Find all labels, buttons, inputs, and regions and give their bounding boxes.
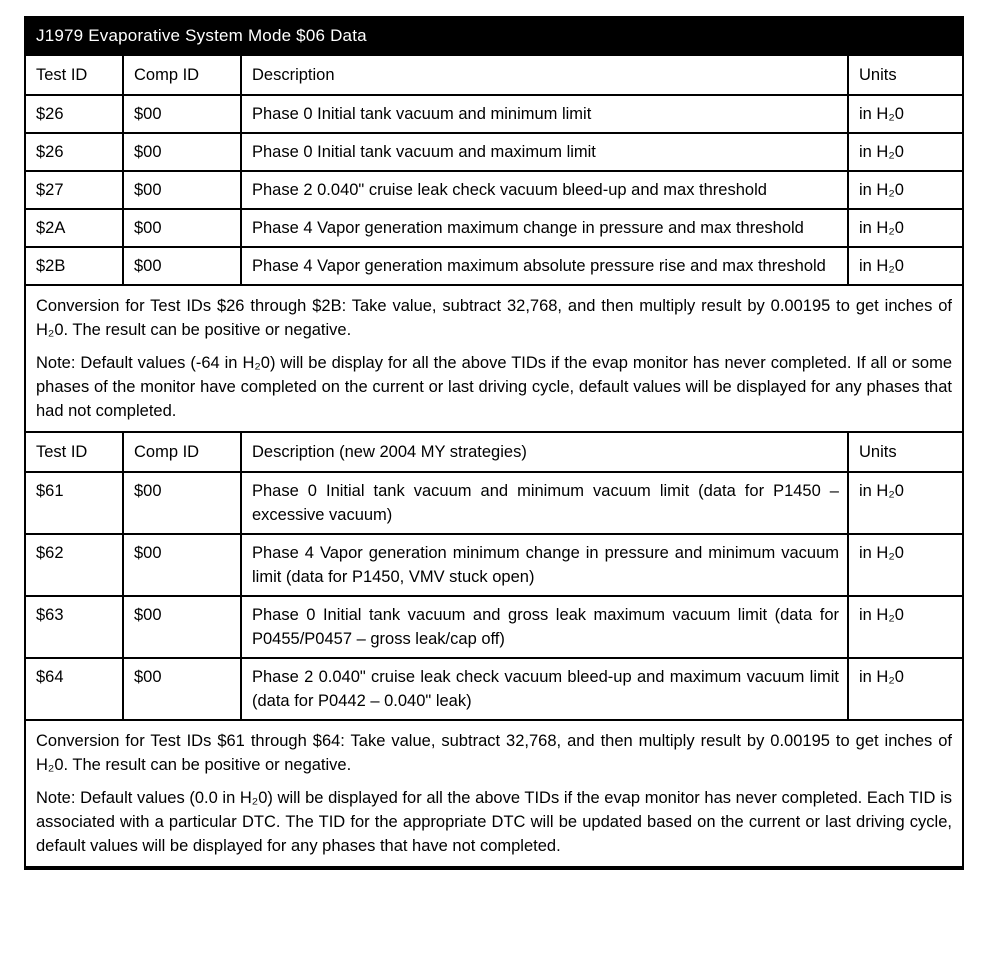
header-description: Description [241,55,848,95]
table1-header-row [26,55,962,95]
cell-description: Phase 0 Initial tank vacuum and minimum limit [241,95,848,133]
table-row [26,133,962,171]
cell-units: in H₂0 [848,95,962,133]
header-test-id: Test ID [26,55,123,95]
cell-units: in H₂0 [848,658,962,720]
cell-comp-id: $00 [123,209,241,247]
table-row [26,171,962,209]
table-row [26,209,962,247]
cell-comp-id: $00 [123,247,241,285]
conversion-note: Conversion for Test IDs $26 through $2B: Take value, subtract 32,768, and then multiply result by 0.00195 to get inches of H₂0. The result can be positive or negative. [36,297,952,339]
cell-description: Phase 4 Vapor generation maximum change in pressure and max threshold [241,209,848,247]
default-values-note: Note: Default values (0.0 in H₂0) will be displayed for all the above TIDs if the evap monitor has never completed. Each TID is associated with a particular DTC. The TID for the appropriate DTC will be updated based on the current or last driving cycle, default values will be displayed for any phases that have not completed. [36,789,952,855]
cell-test-id: $2A [26,209,123,247]
cell-comp-id: $00 [123,133,241,171]
table2-header-row [26,432,962,472]
cell-test-id: $26 [26,95,123,133]
cell-description: Phase 2 0.040" cruise leak check vacuum bleed-up and maximum vacuum limit (data for P0442 – 0.040" leak) [241,658,848,720]
table2-notes-cell [26,720,962,867]
evap-data-table [26,54,962,868]
table-row [26,596,962,658]
cell-test-id: $62 [26,534,123,596]
cell-units: in H₂0 [848,472,962,534]
cell-comp-id: $00 [123,534,241,596]
conversion-note: Conversion for Test IDs $61 through $64: Take value, subtract 32,768, and then multiply result by 0.00195 to get inches of H₂0. The result can be positive or negative. [36,732,952,774]
table-row [26,247,962,285]
cell-units: in H₂0 [848,534,962,596]
cell-description: Phase 2 0.040" cruise leak check vacuum bleed-up and max threshold [241,171,848,209]
cell-test-id: $64 [26,658,123,720]
cell-description: Phase 0 Initial tank vacuum and maximum limit [241,133,848,171]
default-values-note: Note: Default values (-64 in H₂0) will be display for all the above TIDs if the evap monitor has never completed. If all or some phases of the monitor have completed on the current or last driving cycle, default values will be displayed for any phases that had not completed. [36,354,952,420]
cell-comp-id: $00 [123,171,241,209]
header-units: Units [848,55,962,95]
cell-test-id: $63 [26,596,123,658]
header-comp-id: Comp ID [123,432,241,472]
header-comp-id: Comp ID [123,55,241,95]
cell-comp-id: $00 [123,472,241,534]
cell-units: in H₂0 [848,133,962,171]
cell-description: Phase 0 Initial tank vacuum and gross leak maximum vacuum limit (data for P0455/P0457 – gross leak/cap off) [241,596,848,658]
document-title: J1979 Evaporative System Mode $06 Data [26,18,962,54]
table-row [26,658,962,720]
table-row [26,472,962,534]
cell-description: Phase 4 Vapor generation maximum absolute pressure rise and max threshold [241,247,848,285]
cell-units: in H₂0 [848,209,962,247]
cell-test-id: $2B [26,247,123,285]
cell-description: Phase 4 Vapor generation minimum change in pressure and minimum vacuum limit (data for P1450, VMV stuck open) [241,534,848,596]
cell-units: in H₂0 [848,247,962,285]
cell-units: in H₂0 [848,596,962,658]
cell-comp-id: $00 [123,596,241,658]
header-units: Units [848,432,962,472]
header-description: Description (new 2004 MY strategies) [241,432,848,472]
table2-notes-row [26,720,962,867]
cell-comp-id: $00 [123,95,241,133]
cell-comp-id: $00 [123,658,241,720]
cell-description: Phase 0 Initial tank vacuum and minimum vacuum limit (data for P1450 – excessive vacuum) [241,472,848,534]
cell-units: in H₂0 [848,171,962,209]
header-test-id: Test ID [26,432,123,472]
table-row [26,534,962,596]
cell-test-id: $61 [26,472,123,534]
cell-test-id: $27 [26,171,123,209]
evap-mode06-document [24,16,964,870]
table1-notes-row [26,285,962,432]
table-row [26,95,962,133]
table1-notes-cell [26,285,962,432]
cell-test-id: $26 [26,133,123,171]
